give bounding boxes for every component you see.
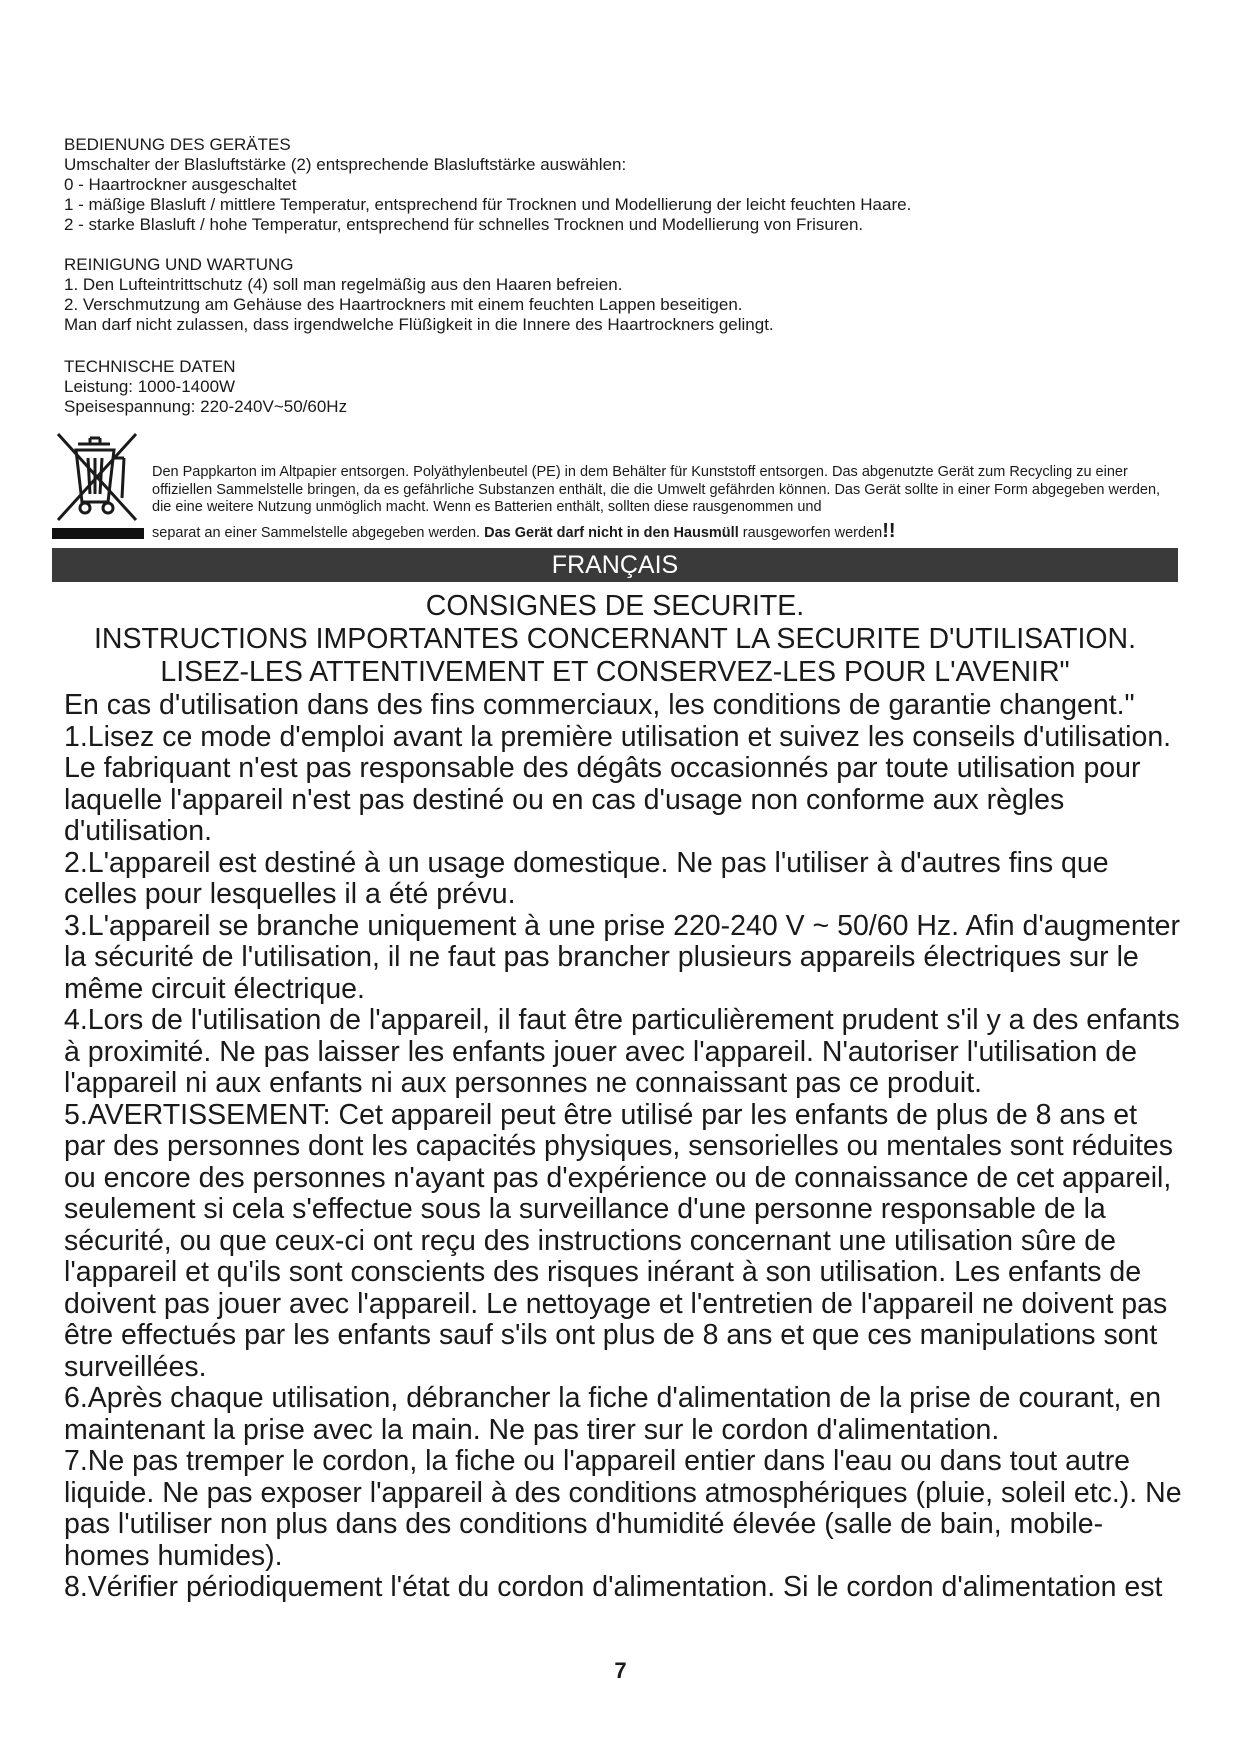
text-line: Leistung: 1000-1400W [64,377,236,396]
disposal-last-plain: separat an einer Sammelstelle abgegeben werden. [152,524,481,541]
language-bar-francais: FRANÇAIS [52,548,1178,582]
text-line: 1. Den Lufteintrittschutz (4) soll man regelmäßig aus den Haaren befreien. [64,275,623,294]
instruction-item: 6.Après chaque utilisation, débrancher la fiche d'alimentation de la prise de courant, en maintenant la prise avec la main. Ne pas tirer sur le cordon d'alimentation. [64,1382,1162,1446]
section-heading: BEDIENUNG DES GERÄTES [64,135,291,154]
disposal-last-bold: Das Gerät darf nicht in den Hausmüll [484,524,739,541]
section-heading: REINIGUNG UND WARTUNG [64,255,294,274]
instruction-item: 7.Ne pas tremper le cordon, la fiche ou l'appareil entier dans l'eau ou dans tout autre liquide. Ne pas exposer l'appareil à des conditions atmosphériques (pluie, soleil etc.). Ne pas l'utiliser non plus dans des conditions d'humidité élevée (salle de bain, mobile-homes humides). [64,1445,1182,1572]
text-line: Man darf nicht zulassen, dass irgendwelche Flüßigkeit in die Innere des Haartrockners gelingt. [64,315,774,334]
disposal-text: Den Pappkarton im Altpapier entsorgen. Polyäthylenbeutel (PE) in dem Behälter für Kunststoff entsorgen. Das abgenutzte Gerät zum Recycling zu einer offiziellen Sammelstelle bringen, da es gefährliche Substanzen enthält, die die Umwelt gefährden können. Das Gerät sollte in einer Form abgegeben werden, die eine weitere Nutzung unmöglich macht. Wenn es Batterien enthält, sollten diese rausgenommen und [152,464,1161,515]
text-line: Speisespannung: 220-240V~50/60Hz [64,397,348,416]
instruction-item: 5.AVERTISSEMENT: Cet appareil peut être utilisé par les enfants de plus de 8 ans et par des personnes dont les capacités physiques, sensorielles ou mentales sont réduites ou encore des personnes n'ayant pas d'expérience ou de connaissance de cet appareil, seulement si cela s'effectue sous la surveillance d'une personne responsable de la sécurité, ou que ceux-ci ont reçu des instructions concernant une utilisation sûre de l'appareil et qu'ils sont conscients des risques inérant à son utilisation. Les enfants de doivent pas jouer avec l'appareil. Le nettoyage et l'entretien de l'appareil ne doivent pas être effectués par les enfants sauf s'ils ont plus de 8 ans et que ces manipulations sont surveillées. [64,1098,1173,1383]
text-line: 1 - mäßige Blasluft / mittlere Temperatur, entsprechend für Trocknen und Modellierung der leicht feuchten Haare. [64,195,912,214]
text-line: 2. Verschmutzung am Gehäuse des Haartrockners mit einem feuchten Lappen beseitigen. [64,295,743,314]
section-bedienung [64,135,1174,235]
french-heading: INSTRUCTIONS IMPORTANTES CONCERNANT LA SECURITE D'UTILISATION. [93,623,1137,655]
french-instructions [64,690,1184,1604]
disposal-exclamation: !! [882,519,896,542]
section-heading: TECHNISCHE DATEN [64,357,236,376]
page-number: 7 [614,1658,627,1683]
french-headings [52,590,1178,689]
instruction-item: 3.L'appareil se branche uniquement à une prise 220-240 V ~ 50/60 Hz. Afin d'augmenter la sécurité de l'utilisation, il ne faut pas brancher plusieurs appareils électriques sur le même circuit électrique. [64,909,1181,1005]
french-heading: CONSIGNES DE SECURITE. [425,590,805,622]
disposal-last-tail: rausgeworfen werden [742,524,883,541]
disposal-last-line [152,519,1182,543]
weee-bin-icon [52,428,144,540]
section-technische-daten [64,357,1174,417]
section-reinigung [64,255,1174,335]
disposal-notice [152,464,1182,542]
french-heading: LISEZ-LES ATTENTIVEMENT ET CONSERVEZ-LES POUR L'AVENIR" [160,656,1070,688]
instruction-item: 8.Vérifier périodiquement l'état du cordon d'alimentation. Si le cordon d'alimentation est [64,1571,1163,1603]
instruction-item: 2.L'appareil est destiné à un usage domestique. Ne pas l'utiliser à d'autres fins que celles pour lesquelles il a été prévu. [64,846,1109,910]
text-line: Umschalter der Blasluftstärke (2) entsprechende Blasluftstärke auswählen: [64,155,627,174]
instruction-item: 4.Lors de l'utilisation de l'appareil, il faut être particulièrement prudent s'il y a des enfants à proximité. Ne pas laisser les enfants jouer avec l'appareil. N'autoriser l'utilisation de l'appareil ni aux enfants ni aux personnes ne connaissant pas ce produit. [64,1004,1180,1099]
french-intro: En cas d'utilisation dans des fins commerciaux, les conditions de garantie changent." [64,689,1135,721]
instruction-item: 1.Lisez ce mode d'emploi avant la première utilisation et suivez les conseils d'utilisation. Le fabriquant n'est pas responsable des dégâts occasionnés par toute utilisation pour laquelle l'appareil n'est pas destiné ou en cas d'usage non conforme aux règles d'utilisation. [64,720,1172,847]
text-line: 0 - Haartrockner ausgeschaltet [64,175,297,194]
text-line: 2 - starke Blasluft / hohe Temperatur, entsprechend für schnelles Trocknen und Modellierung von Frisuren. [64,215,864,234]
